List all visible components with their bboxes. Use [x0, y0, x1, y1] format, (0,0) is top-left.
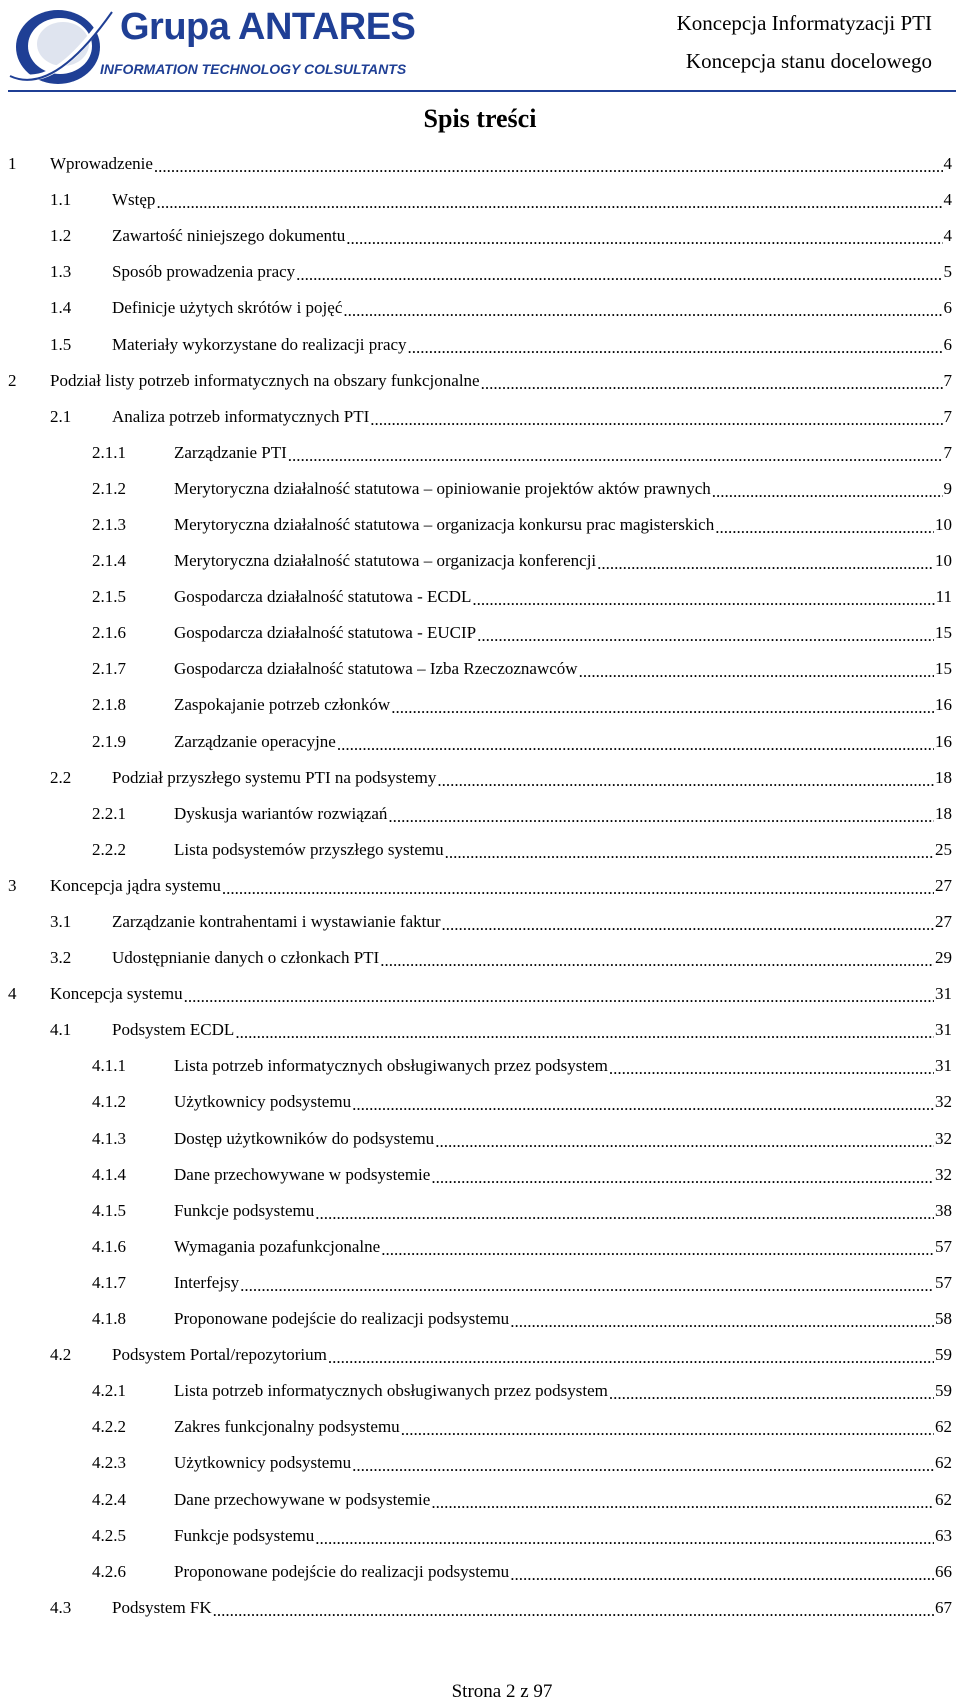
toc-entry-title[interactable]: Zarządzanie kontrahentami i wystawianie faktur — [112, 912, 441, 932]
toc-entry-title[interactable]: Dane przechowywane w podsystemie — [174, 1164, 431, 1184]
toc-dot-leader — [477, 626, 934, 646]
toc-entry-number: 4.2 — [50, 1345, 72, 1365]
toc-entry-page: 4 — [943, 226, 952, 246]
toc-entry-title[interactable]: Merytoryczna działalność statutowa – organizacja konferencji — [174, 551, 597, 571]
toc-entry-number: 1.5 — [50, 334, 72, 354]
toc-entry-title[interactable]: Gospodarcza działalność statutowa - ECDL — [174, 587, 472, 607]
toc-entry[interactable] — [8, 471, 952, 507]
toc-dot-leader — [431, 1168, 934, 1188]
toc-entry[interactable] — [8, 724, 952, 760]
toc-entry-page: 38 — [935, 1200, 952, 1220]
toc-entry[interactable] — [8, 868, 952, 904]
toc-dot-leader — [435, 1132, 934, 1152]
toc-entry-page: 15 — [935, 659, 952, 679]
toc-entry-title[interactable]: Zakres funkcjonalny podsystemu — [174, 1417, 400, 1437]
toc-entry[interactable] — [8, 1048, 952, 1084]
toc-entry-page: 18 — [935, 803, 952, 823]
toc-entry[interactable] — [8, 254, 952, 290]
toc-entry[interactable] — [8, 1121, 952, 1157]
toc-entry-page: 7 — [943, 442, 952, 462]
toc-dot-leader — [235, 1023, 934, 1043]
toc-dot-leader — [213, 1601, 934, 1621]
toc-entry-number: 2.1.7 — [92, 659, 126, 679]
toc-entry-page: 29 — [935, 948, 952, 968]
document-title: Koncepcja Informatyzacji PTI — [676, 11, 932, 35]
toc-dot-leader — [715, 518, 934, 538]
toc-entry[interactable] — [8, 687, 952, 723]
toc-dot-leader — [445, 843, 934, 863]
toc-entry[interactable] — [8, 904, 952, 940]
toc-entry-title[interactable]: Koncepcja systemu — [50, 984, 183, 1004]
toc-entry-title[interactable]: Zawartość niniejszego dokumentu — [112, 226, 346, 246]
toc-heading — [0, 104, 960, 134]
toc-dot-leader — [380, 951, 934, 971]
toc-dot-leader — [381, 1240, 934, 1260]
toc-entry-page: 31 — [935, 1056, 952, 1076]
toc-entry-page: 62 — [935, 1453, 952, 1473]
toc-dot-leader — [370, 410, 942, 430]
toc-entry-page: 15 — [935, 623, 952, 643]
toc-entry-page: 16 — [935, 695, 952, 715]
toc-entry-number: 2 — [8, 370, 17, 390]
toc-entry-title[interactable]: Lista potrzeb informatycznych obsługiwanych przez podsystem — [174, 1381, 608, 1401]
toc-dot-leader — [296, 265, 942, 285]
toc-entry-title[interactable]: Zarządzanie operacyjne — [174, 731, 336, 751]
toc-entry[interactable] — [8, 651, 952, 687]
toc-dot-leader — [337, 735, 934, 755]
toc-entry-page: 31 — [935, 1020, 952, 1040]
toc-entry-page: 10 — [935, 551, 952, 571]
toc-entry-number: 4.1.1 — [92, 1056, 126, 1076]
toc-entry-title[interactable]: Podział przyszłego systemu PTI na podsystemy — [112, 767, 437, 787]
toc-entry-page: 16 — [935, 731, 952, 751]
toc-entry-number: 2.1.1 — [92, 442, 126, 462]
toc-entry-page: 62 — [935, 1489, 952, 1509]
toc-entry-page: 32 — [935, 1164, 952, 1184]
toc-entry[interactable] — [8, 832, 952, 868]
toc-entry-number: 2.2.1 — [92, 803, 126, 823]
toc-entry-title[interactable]: Podsystem FK — [112, 1597, 212, 1617]
toc-dot-leader — [288, 446, 943, 466]
toc-dot-leader — [352, 1456, 934, 1476]
toc-entry-number: 4.1.6 — [92, 1236, 126, 1256]
toc-entry-title[interactable]: Dostęp użytkowników do podsystemu — [174, 1128, 435, 1148]
toc-entry-page: 32 — [935, 1128, 952, 1148]
toc-entry-number: 2.1.8 — [92, 695, 126, 715]
toc-entry-title[interactable]: Użytkownicy podsystemu — [174, 1092, 352, 1112]
toc-entry[interactable] — [8, 182, 952, 218]
toc-entry[interactable] — [8, 1445, 952, 1481]
antares-globe-logo-icon — [8, 4, 113, 86]
toc-entry-page: 5 — [943, 262, 952, 282]
toc-entry[interactable] — [8, 1229, 952, 1265]
toc-entry-page: 66 — [935, 1561, 952, 1581]
toc-dot-leader — [401, 1420, 934, 1440]
toc-entry[interactable] — [8, 543, 952, 579]
toc-dot-leader — [184, 987, 934, 1007]
toc-entry-page: 27 — [935, 875, 952, 895]
toc-dot-leader — [472, 590, 934, 610]
toc-entry-number: 2.1.6 — [92, 623, 126, 643]
page-header — [0, 0, 960, 92]
toc-entry-number: 3 — [8, 875, 17, 895]
toc-entry-title[interactable]: Gospodarcza działalność statutowa - EUCIP — [174, 623, 477, 643]
toc-entry-number: 4.1.3 — [92, 1128, 126, 1148]
toc-entry-page: 4 — [943, 190, 952, 210]
toc-entry-title[interactable]: Funkcje podsystemu — [174, 1200, 315, 1220]
toc-entry[interactable] — [8, 290, 952, 326]
toc-entry-page: 7 — [943, 370, 952, 390]
toc-dot-leader — [352, 1095, 934, 1115]
toc-entry-number: 4.2.1 — [92, 1381, 126, 1401]
toc-entry-title[interactable]: Dane przechowywane w podsystemie — [174, 1489, 431, 1509]
toc-dot-leader — [315, 1529, 934, 1549]
toc-entry[interactable] — [8, 1409, 952, 1445]
toc-entry-title[interactable]: Udostępnianie danych o członkach PTI — [112, 948, 380, 968]
toc-dot-leader — [712, 482, 943, 502]
toc-entry-title[interactable]: Podsystem ECDL — [112, 1020, 235, 1040]
toc-entry-number: 4.1.7 — [92, 1272, 126, 1292]
toc-entry[interactable] — [8, 1590, 952, 1626]
toc-entry-title[interactable]: Gospodarcza działalność statutowa – Izba Rzeczoznawców — [174, 659, 578, 679]
toc-entry-title[interactable]: Funkcje podsystemu — [174, 1525, 315, 1545]
toc-entry-page: 18 — [935, 767, 952, 787]
toc-entry-number: 4 — [8, 984, 17, 1004]
toc-entry-number: 4.2.3 — [92, 1453, 126, 1473]
toc-entry[interactable] — [8, 507, 952, 543]
toc-entry[interactable] — [8, 1373, 952, 1409]
toc-entry[interactable] — [8, 326, 952, 362]
toc-entry-title[interactable]: Sposób prowadzenia pracy — [112, 262, 296, 282]
toc-entry-number: 2.1.2 — [92, 478, 126, 498]
toc-entry[interactable] — [8, 1518, 952, 1554]
toc-entry-page: 59 — [935, 1381, 952, 1401]
toc-entry-title[interactable]: Merytoryczna działalność statutowa – opiniowanie projektów aktów prawnych — [174, 478, 711, 498]
toc-entry[interactable] — [8, 363, 952, 399]
toc-entry-number: 1.3 — [50, 262, 72, 282]
toc-entry[interactable] — [8, 615, 952, 651]
toc-entry-number: 4.1 — [50, 1020, 72, 1040]
toc-entry-page: 7 — [943, 406, 952, 426]
toc-entry[interactable] — [8, 1337, 952, 1373]
toc-dot-leader — [154, 157, 943, 177]
toc-dot-leader — [391, 698, 934, 718]
toc-entry-page: 6 — [943, 334, 952, 354]
toc-dot-leader — [343, 301, 942, 321]
toc-entry-number: 3.1 — [50, 912, 72, 932]
document-subtitle: Koncepcja stanu docelowego — [685, 49, 932, 73]
toc-entry-number: 4.2.5 — [92, 1525, 126, 1545]
toc-entry-number: 1.1 — [50, 190, 72, 210]
toc-entry-number: 2.1.5 — [92, 587, 126, 607]
toc-entry-page: 27 — [935, 912, 952, 932]
brand-tagline: INFORMATION TECHNOLOGY COLSULTANTS — [100, 61, 407, 77]
toc-entry-number: 4.3 — [50, 1597, 72, 1617]
toc-dot-leader — [510, 1565, 934, 1585]
toc-entry-title[interactable]: Zarządzanie PTI — [174, 442, 287, 462]
table-of-contents — [8, 146, 952, 1626]
toc-entry-page: 63 — [935, 1525, 952, 1545]
toc-entry-page: 6 — [943, 298, 952, 318]
toc-entry[interactable] — [8, 760, 952, 796]
toc-dot-leader — [609, 1384, 934, 1404]
toc-entry-title[interactable]: Materiały wykorzystane do realizacji pracy — [112, 334, 407, 354]
toc-entry-number: 4.2.2 — [92, 1417, 126, 1437]
toc-entry-number: 3.2 — [50, 948, 72, 968]
toc-entry-number: 4.1.8 — [92, 1309, 126, 1329]
toc-dot-leader — [481, 374, 943, 394]
toc-entry[interactable] — [8, 218, 952, 254]
header-divider — [8, 90, 956, 92]
toc-entry[interactable] — [8, 1193, 952, 1229]
page-footer — [0, 1680, 960, 1704]
brand-name: Grupa ANTARES — [120, 6, 416, 48]
toc-entry[interactable] — [8, 1084, 952, 1120]
toc-entry[interactable] — [8, 1012, 952, 1048]
toc-entry-title[interactable]: Proponowane podejście do realizacji podsystemu — [174, 1309, 510, 1329]
toc-entry-number: 2.1.3 — [92, 514, 126, 534]
toc-entry-title[interactable]: Lista potrzeb informatycznych obsługiwanych przez podsystem — [174, 1056, 608, 1076]
toc-entry-number: 2.1.9 — [92, 731, 126, 751]
toc-dot-leader — [408, 338, 943, 358]
toc-entry-title[interactable]: Zaspokajanie potrzeb członków — [174, 695, 391, 715]
toc-dot-leader — [510, 1312, 934, 1332]
toc-entry-title[interactable]: Podsystem Portal/repozytorium — [112, 1345, 327, 1365]
toc-entry[interactable] — [8, 399, 952, 435]
toc-dot-leader — [431, 1493, 934, 1513]
toc-entry[interactable] — [8, 1554, 952, 1590]
toc-dot-leader — [388, 807, 934, 827]
toc-entry-page: 59 — [935, 1345, 952, 1365]
toc-entry[interactable] — [8, 1301, 952, 1337]
toc-entry-title[interactable]: Wymagania pozafunkcjonalne — [174, 1236, 381, 1256]
toc-dot-leader — [609, 1059, 934, 1079]
toc-entry[interactable] — [8, 579, 952, 615]
toc-entry-title[interactable]: Analiza potrzeb informatycznych PTI — [112, 406, 370, 426]
toc-entry-page: 31 — [935, 984, 952, 1004]
toc-entry-number: 2.1.4 — [92, 551, 126, 571]
toc-entry-title[interactable]: Lista podsystemów przyszłego systemu — [174, 839, 444, 859]
toc-entry-number: 4.1.5 — [92, 1200, 126, 1220]
toc-entry-page: 57 — [935, 1236, 952, 1256]
toc-entry-page: 57 — [935, 1272, 952, 1292]
toc-dot-leader — [597, 554, 934, 574]
toc-entry[interactable] — [8, 940, 952, 976]
toc-entry-title[interactable]: Koncepcja jądra systemu — [50, 875, 221, 895]
toc-entry-page: 4 — [943, 154, 952, 174]
toc-entry-page: 32 — [935, 1092, 952, 1112]
toc-entry[interactable] — [8, 146, 952, 182]
toc-dot-leader — [346, 229, 942, 249]
toc-entry-page: 58 — [935, 1309, 952, 1329]
toc-heading-text: Spis treści — [423, 104, 537, 133]
page-number: Strona 2 z 97 — [451, 1681, 553, 1702]
toc-dot-leader — [437, 771, 934, 791]
toc-entry[interactable] — [8, 976, 952, 1012]
toc-entry-title[interactable]: Dyskusja wariantów rozwiązań — [174, 803, 388, 823]
toc-dot-leader — [240, 1276, 934, 1296]
toc-entry[interactable] — [8, 435, 952, 471]
toc-entry-page: 10 — [935, 514, 952, 534]
toc-entry-page: 11 — [935, 587, 952, 607]
toc-entry-number: 4.1.2 — [92, 1092, 126, 1112]
toc-entry-title[interactable]: Definicje użytych skrótów i pojęć — [112, 298, 343, 318]
toc-entry-page: 25 — [935, 839, 952, 859]
toc-entry-title[interactable]: Wstęp — [112, 190, 156, 210]
toc-entry-title[interactable]: Wprowadzenie — [50, 154, 153, 174]
toc-entry-number: 2.2 — [50, 767, 72, 787]
toc-dot-leader — [222, 879, 934, 899]
toc-entry-title[interactable]: Merytoryczna działalność statutowa – organizacja konkursu prac magisterskich — [174, 514, 715, 534]
toc-entry-number: 1.4 — [50, 298, 72, 318]
toc-entry-page: 67 — [935, 1597, 952, 1617]
toc-dot-leader — [315, 1204, 934, 1224]
toc-entry-number: 4.2.4 — [92, 1489, 126, 1509]
toc-entry[interactable] — [8, 796, 952, 832]
toc-entry-number: 1 — [8, 154, 17, 174]
toc-entry-number: 4.1.4 — [92, 1164, 126, 1184]
toc-entry-page: 9 — [943, 478, 952, 498]
toc-entry-title[interactable]: Użytkownicy podsystemu — [174, 1453, 352, 1473]
toc-entry[interactable] — [8, 1481, 952, 1517]
toc-entry-number: 2.2.2 — [92, 839, 126, 859]
toc-entry[interactable] — [8, 1265, 952, 1301]
toc-entry-number: 4.2.6 — [92, 1561, 126, 1581]
toc-entry-title[interactable]: Interfejsy — [174, 1272, 240, 1292]
toc-entry-page: 62 — [935, 1417, 952, 1437]
toc-entry-number: 1.2 — [50, 226, 72, 246]
toc-entry-title[interactable]: Proponowane podejście do realizacji podsystemu — [174, 1561, 510, 1581]
toc-entry-number: 2.1 — [50, 406, 72, 426]
toc-entry-title[interactable]: Podział listy potrzeb informatycznych na obszary funkcjonalne — [50, 370, 480, 390]
toc-dot-leader — [579, 662, 934, 682]
toc-dot-leader — [156, 193, 942, 213]
toc-dot-leader — [442, 915, 934, 935]
toc-dot-leader — [328, 1348, 934, 1368]
toc-entry[interactable] — [8, 1157, 952, 1193]
